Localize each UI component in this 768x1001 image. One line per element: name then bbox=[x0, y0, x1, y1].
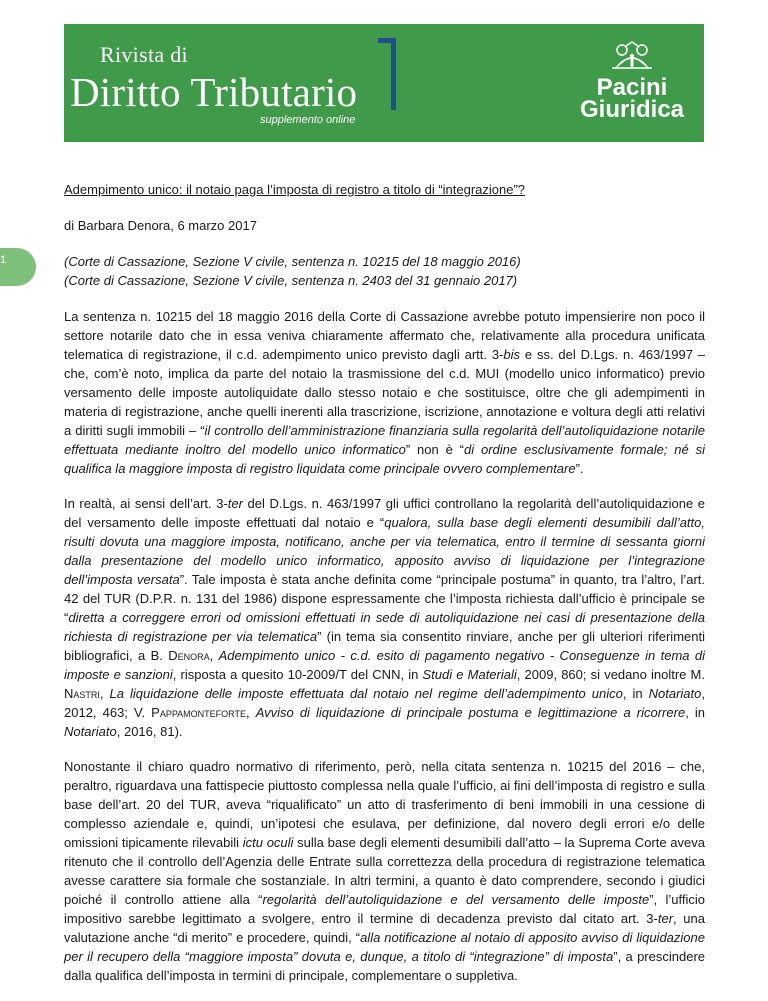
page-number: 1 bbox=[0, 254, 7, 266]
corner-bracket-icon bbox=[378, 38, 396, 110]
supplement-label: supplemento online bbox=[260, 114, 356, 126]
author-surname: Pappamonteforte bbox=[151, 705, 247, 720]
article-title: Adempimento unico: il notaio paga l’imposta di registro a titolo di “integrazione”? bbox=[64, 182, 526, 197]
case-reference: (Corte di Cassazione, Sezione V civile, sentenza n. 2403 del 31 gennaio 2017) bbox=[64, 273, 518, 288]
case-reference: (Corte di Cassazione, Sezione V civile, sentenza n. 10215 del 18 maggio 2016) bbox=[64, 254, 521, 269]
author-surname: Nastri bbox=[64, 686, 100, 701]
case-references bbox=[64, 252, 705, 290]
publisher-logo bbox=[576, 38, 688, 130]
publisher-emblem-icon bbox=[576, 38, 688, 76]
journal-name-small: Rivista di bbox=[100, 42, 188, 67]
publisher-name-line1: Pacini bbox=[596, 74, 668, 101]
paragraph-2: In realtà, ai sensi dell’art. 3-ter del D.Lgs. n. 463/1997 gli uffici controllano la regolarità dell’autoliquidazione e del versamento delle imposte effettuati dal notaio e “qualora, sulla base degli elementi desumibili dall’atto, risulti dovuta una maggiore imposta, notificano, anche per via telematica, entro il termine di sessanta giorni dalla presentazione del modello unico informatico, apposito avviso di liquidazione per l’integrazione dell’imposta versata”. Tale imposta è stata anche definita come “principale postuma” in quanto, tra l’altro, l’art. 42 del TUR (D.P.R. n. 131 del 1986) dispone espressamente che l’imposta richiesta dall’ufficio è principale se “diretta a correggere errori od omissioni effettuati in sede di autoliquidazione nei casi di presentazione della richiesta di registrazione per via telematica” (in tema sia consentito rinviare, anche per gli ulteriori riferimenti bibliografici, a B. Denora, Adempimento unico - c.d. esito di pagamento negativo - Conseguenze in tema di imposte e sanzioni, risposta a quesito 10-2009/T del CNN, in Studi e Materiali, 2009, 860; si vedano inoltre M. Nastri, La liquidazione delle imposte effettuata dal notaio nel regime dell’adempimento unico, in Notariato, 2012, 463; V. Pappamonteforte, Avviso di liquidazione di principale postuma e legittimazione a ricorrere, in Notariato, 2016, 81). bbox=[64, 496, 706, 739]
paragraph-1: La sentenza n. 10215 del 18 maggio 2016 della Corte di Cassazione avrebbe potuto impensierire non poco il settore notarile dato che in essa veniva chiaramente affermato che, relativamente alla procedura unificata telematica di registrazione, il c.d. adempimento unico previsto dagli artt. 3-bis e ss. del D.Lgs. n. 463/1997 – che, com’è noto, implica da parte del notaio la trasmissione del c.d. MUI (modello unico informatico) previo versamento delle imposte autoliquidate dallo stesso notaio e che sostituisce, oltre che gli adempimenti in materia di registrazione, anche quelli inerenti alla trascrizione, iscrizione, annotazione e voltura degli atti relativi a diritti sugli immobili – “il controllo dell’amministrazione finanziaria sulla regolarità dell’autoliquidazione notarile effettuata mediante inoltro del modello unico informatico” non è “di ordine esclusivamente formale; né si qualifica la maggiore imposta di registro liquidata come principale ovvero complementare”. bbox=[64, 309, 706, 476]
journal-name: Diritto Tributario bbox=[70, 69, 358, 115]
publisher-name-line2: Giuridica bbox=[579, 96, 685, 123]
author-surname: Denora bbox=[168, 648, 210, 663]
article-body bbox=[64, 180, 705, 1001]
article-byline: di Barbara Denora, 6 marzo 2017 bbox=[64, 218, 257, 233]
paragraph-3: Nonostante il chiaro quadro normativo di riferimento, però, nella citata sentenza n. 10215 del 2016 – che, peraltro, riguardava una fattispecie piuttosto complessa nella quale l’ufficio, ai fini dell’imposta di registro e sulla base dell’art. 20 del TUR, aveva “riqualificato” un atto di trasferimento di beni immobili in una cessione di complesso aziendale e, quindi, un’ipotesi che esulava, per definizione, dal novero degli errori e/o delle omissioni tipicamente rilevabili ictu oculi sulla base degli elementi desumibili dall’atto – la Suprema Corte aveva ritenuto che il controllo dell’Agenzia delle Entrate sulla correttezza della procedura di registrazione telematica avesse carattere sia formale che sostanziale. In altri termini, a quanto è dato comprendere, secondo i giudici poiché il controllo attiene alla “regolarità dell’autoliquidazione e del versamento delle imposte”, l’ufficio impositivo sarebbe legittimato a svolgere, entro il termine di decadenza previsto dal citato art. 3-ter, una valutazione anche “di merito” e procedere, quindi, “alla notificazione al notaio di apposito avviso di liquidazione per il recupero della “maggiore imposta” dovuta e, dunque, a titolo di “integrazione” di imposta”, a prescindere dalla qualifica dell’imposta in termini di principale, complementare o suppletiva. bbox=[64, 759, 706, 983]
journal-banner bbox=[64, 24, 704, 142]
